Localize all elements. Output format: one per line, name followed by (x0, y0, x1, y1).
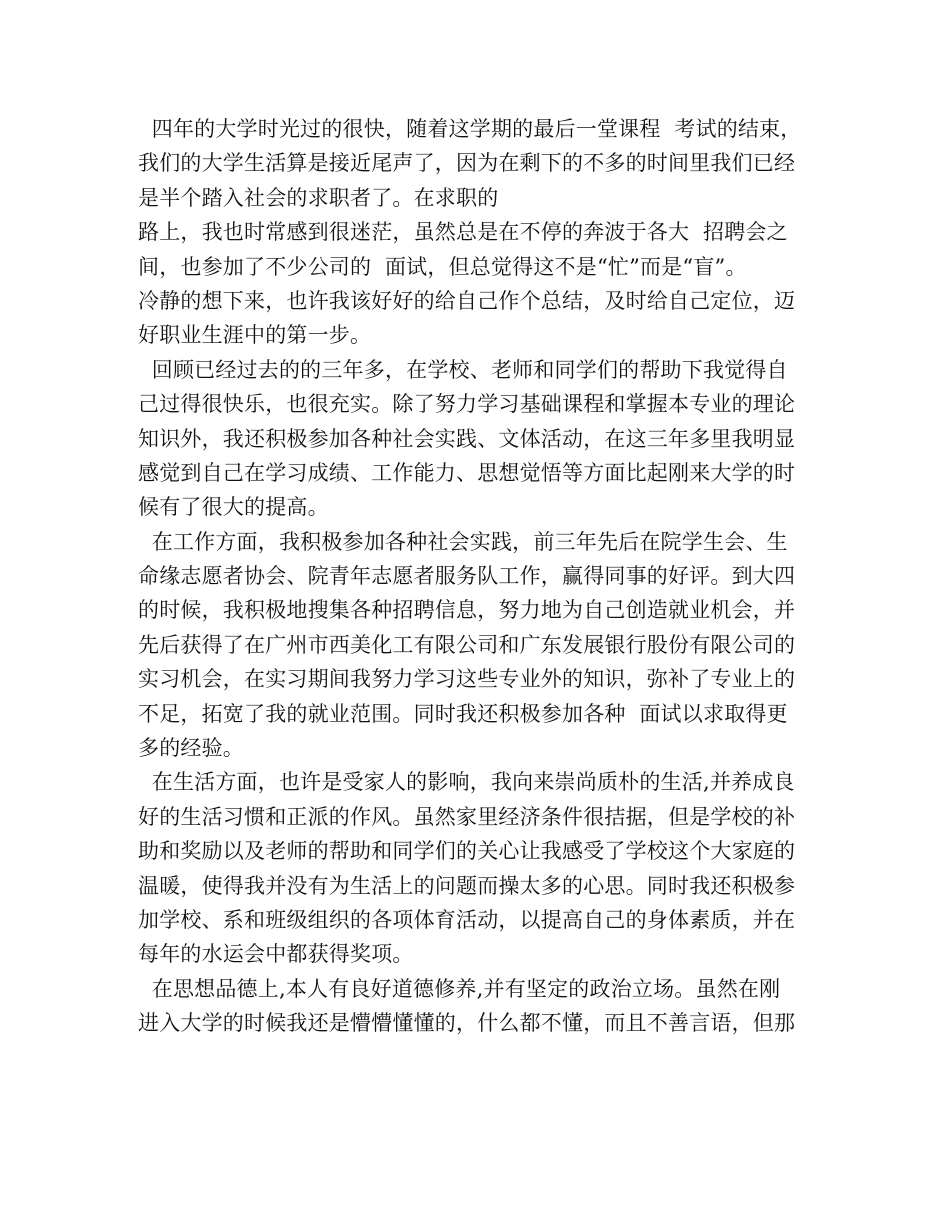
text-line: 好职业生涯中的第一步。 (138, 323, 372, 348)
text-line: 好的生活习惯和正派的作风。虽然家里经济条件很拮据，但是学校的补 (138, 804, 796, 829)
text-line: 冷静的想下来，也许我该好好的给自己作个总结，及时给自己定位，迈 (138, 288, 796, 313)
text-line: 实习机会，在实习期间我努力学习这些专业外的知识，弥补了专业上的 (138, 667, 796, 692)
text-line: 助和奖励以及老师的帮助和同学们的关心让我感受了学校这个大家庭的 (138, 839, 796, 864)
document-body (138, 112, 818, 1041)
text-line: 在思想品德上,本人有良好道德修养,并有坚定的政治立场。虽然在刚 (138, 976, 781, 1001)
text-line: 每年的水运会中都获得奖项。 (138, 942, 414, 967)
text-line: 感觉到自己在学习成绩、工作能力、思想觉悟等方面比起刚来大学的时 (138, 460, 796, 485)
text-line: 先后获得了在广州市西美化工有限公司和广东发展银行股份有限公司的 (138, 632, 796, 657)
text-line: 命缘志愿者协会、院青年志愿者服务队工作，赢得同事的好评。到大四 (138, 564, 796, 589)
text-line: 四年的大学时光过的很快，随着这学期的最后一堂课程 考试的结束， (138, 117, 802, 141)
text-line: 不足，拓宽了我的就业范围。同时我还积极参加各种 面试以求取得更 (138, 701, 788, 726)
text-line: 加学校、系和班级组织的各项体育活动，以提高自己的身体素质，并在 (138, 907, 796, 932)
text-line: 我们的大学生活算是接近尾声了，因为在剩下的不多的时间里我们已经 (138, 151, 796, 176)
text-line: 在生活方面，也许是受家人的影响，我向来崇尚质朴的生活,并养成良 (138, 770, 795, 795)
text-line: 进入大学的时候我还是懵懵懂懂的，什么都不懂，而且不善言语，但那 (138, 1011, 796, 1036)
text-line: 在工作方面，我积极参加各种社会实践，前三年先后在院学生会、生 (138, 529, 788, 554)
text-line: 的时候，我积极地搜集各种招聘信息，努力地为自己创造就业机会，并 (138, 598, 796, 623)
text-line: 己过得很快乐，也很充实。除了努力学习基础课程和掌握本专业的理论 (138, 392, 796, 417)
text-line: 温暖，使得我并没有为生活上的问题而操太多的心思。同时我还积极参 (138, 873, 796, 898)
text-line: 是半个踏入社会的求职者了。在求职的 (138, 185, 499, 210)
text-line: 路上，我也时常感到很迷茫，虽然总是在不停的奔波于各大 招聘会之 (138, 220, 788, 245)
text-line: 间，也参加了不少公司的 面试，但总觉得这不是“忙”而是“盲”。 (138, 254, 747, 279)
text-line: 知识外，我还积极参加各种社会实践、文体活动，在这三年多里我明显 (138, 426, 796, 451)
text-line: 多的经验。 (138, 736, 244, 761)
text-line: 候有了很大的提高。 (138, 495, 329, 520)
text-line: 回顾已经过去的的三年多，在学校、老师和同学们的帮助下我觉得自 (138, 357, 788, 382)
